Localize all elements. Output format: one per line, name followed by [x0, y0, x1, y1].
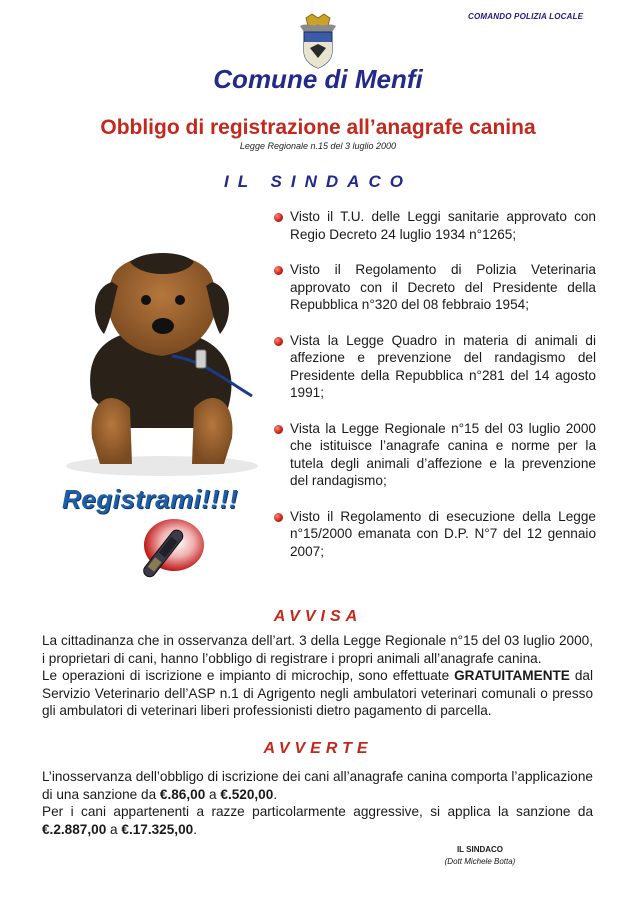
- bullet-icon: [274, 425, 283, 434]
- bullet-icon: [274, 213, 283, 222]
- notice-title: Obbligo di registrazione all’anagrafe canina: [100, 116, 536, 139]
- bullet-icon: [274, 266, 283, 275]
- signature-name: (Dott Michele Botta): [444, 857, 516, 866]
- whereas-item: Visto il Regolamento di Polizia Veterinaria approvato con il Decreto del Presidente della Repubblica n°320 del 08 febbraio 1954;: [274, 261, 596, 314]
- avverte-heading: AVVERTE: [263, 740, 373, 757]
- avverte-paragraph-1: L’inosservanza dell’obbligo di iscrizione dei cani all’anagrafe canina comporta l’applicazione di una sanzione da €.86,00 a €.520,00.: [42, 769, 593, 802]
- whereas-item: Visto il Regolamento di esecuzione della Legge n°15/2000 emanata con D.P. N°7 del 12 gennaio 2007;: [274, 508, 596, 561]
- avvisa-paragraph-1: La cittadinanza che in osservanza dell’art. 3 della Legge Regionale n°15 del 03 luglio 2000, i proprietari di cani, hanno l’obbligo di registrare i propri animali all’anagrafe canina.: [42, 633, 593, 666]
- signature-title: IL SINDACO: [456, 845, 504, 854]
- avverte-paragraph-2: Per i cani appartenenti a razze particolarmente aggressive, si applica la sanzione da €.2.887,00 a €.17.325,00.: [42, 804, 593, 837]
- avvisa-text: [42, 632, 593, 720]
- whereas-list: [274, 208, 596, 578]
- puppy-image: [52, 238, 266, 478]
- avvisa-heading: AVVISA: [273, 608, 363, 625]
- whereas-item: Vista la Legge Regionale n°15 del 03 luglio 2000 che istituisce l’anagrafe canina e norme per la tutela degli animali d’affezione e la prevenzione del randagismo;: [274, 420, 596, 490]
- whereas-item: Vista la Legge Quadro in materia di animali di affezione e prevenzione del randagismo del Presidente della Repubblica n°281 del 14 agosto 1991;: [274, 332, 596, 402]
- register-me-caption: Registrami!!!!: [62, 484, 239, 514]
- municipality-name: Comune di Menfi: [213, 64, 423, 94]
- bullet-icon: [274, 513, 283, 522]
- mayor-heading: IL SINDACO: [224, 172, 412, 191]
- avvisa-paragraph-2: Le operazioni di iscrizione e impianto di microchip, sono effettuate GRATUITAMENTE dal Servizio Veterinario dell’ASP n.1 di Agrigento negli ambulatori veterinari comunali o presso gli ambulatori di veterinari liberi professionisti dietro pagamento di parcella.: [42, 668, 593, 718]
- avverte-text: [42, 768, 593, 838]
- bullet-icon: [274, 337, 283, 346]
- header-organization: COMANDO POLIZIA LOCALE: [468, 12, 584, 21]
- whereas-item: Visto il T.U. delle Leggi sanitarie approvato con Regio Decreto 24 luglio 1934 n°1265;: [274, 208, 596, 243]
- microchip-icon: [128, 515, 206, 581]
- municipal-crest-icon: [296, 12, 340, 70]
- law-reference: Legge Regionale n.15 del 3 luglio 2000: [239, 141, 397, 151]
